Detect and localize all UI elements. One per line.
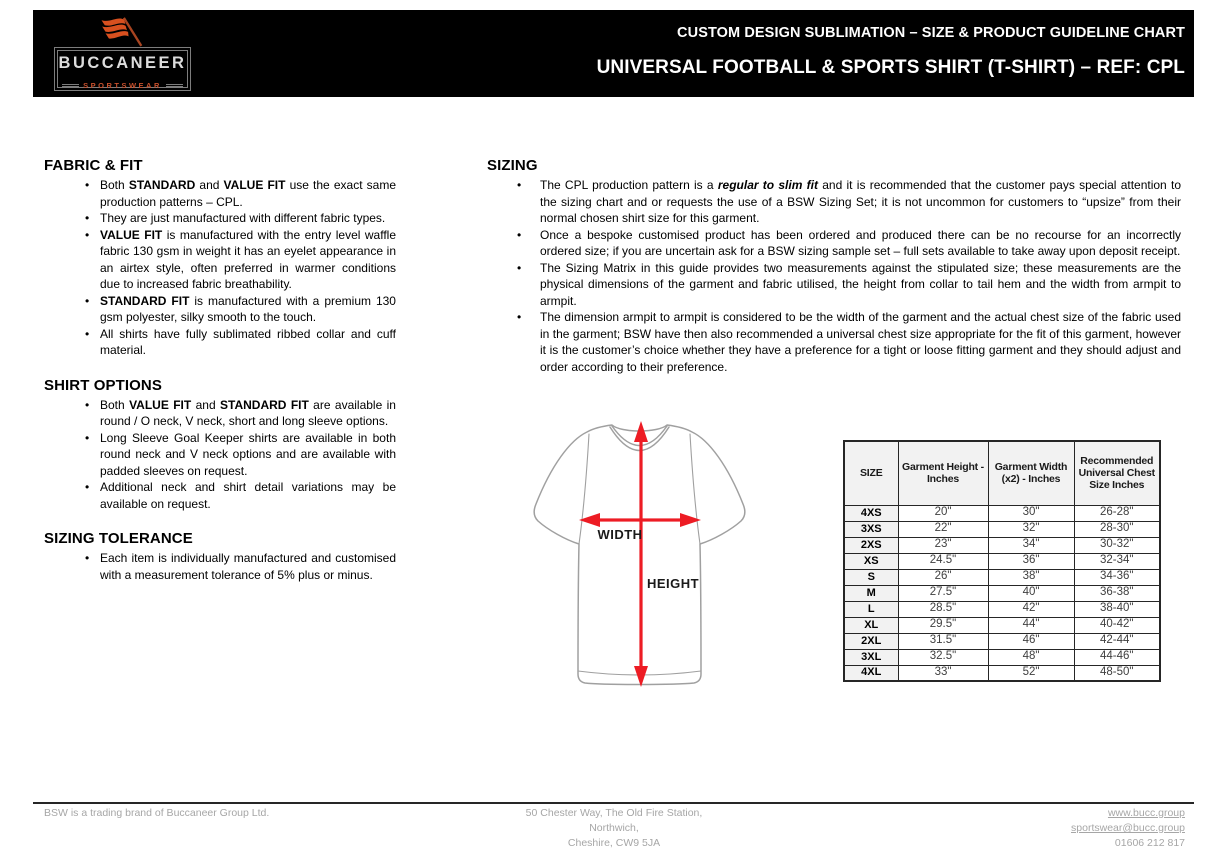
section-heading-sizing: SIZING [487, 157, 538, 174]
bullet-list-sizing-tolerance [44, 550, 396, 583]
size-cell: 3XL [844, 649, 898, 665]
footer-contact [1071, 806, 1185, 851]
header-titles [597, 10, 1185, 97]
value-cell: 48-50" [1074, 665, 1160, 681]
footer-address-line2: Northwich, [589, 822, 639, 834]
value-cell: 24.5" [898, 553, 988, 569]
size-cell: L [844, 601, 898, 617]
size-cell: 4XS [844, 505, 898, 521]
value-cell: 23" [898, 537, 988, 553]
size-cell: XL [844, 617, 898, 633]
bullet-list-sizing [487, 177, 1181, 375]
bullet-item: • VALUE FIT is manufactured with the entry level waffle fabric 130 gsm in weight it has an eyelet appearance in an airtex style, often preferred in warmer conditions due to increased fabric breathability. [44, 227, 396, 293]
height-label: HEIGHT [647, 576, 700, 591]
size-table-row [844, 569, 1160, 585]
value-cell: 30" [988, 505, 1074, 521]
value-cell: 28.5" [898, 601, 988, 617]
bullet-list-fabric-fit [44, 177, 396, 359]
col-header-garment-height: Garment Height - Inches [898, 441, 988, 505]
col-header-chest-size: Recommended Universal Chest Size Inches [1074, 441, 1160, 505]
doc-subtitle: CUSTOM DESIGN SUBLIMATION – SIZE & PRODUCT GUIDELINE CHART [677, 25, 1185, 41]
size-table-row [844, 537, 1160, 553]
size-cell: 2XL [844, 633, 898, 649]
value-cell: 20" [898, 505, 988, 521]
value-cell: 46" [988, 633, 1074, 649]
value-cell: 26" [898, 569, 988, 585]
email-link[interactable]: sportswear@bucc.group [1071, 822, 1185, 834]
section-heading-fabric-fit: FABRIC & FIT [44, 157, 143, 174]
left-column [44, 157, 396, 583]
value-cell: 40-42" [1074, 617, 1160, 633]
doc-title: UNIVERSAL FOOTBALL & SPORTS SHIRT (T-SHIRT) – REF: CPL [596, 57, 1185, 78]
value-cell: 26-28" [1074, 505, 1160, 521]
bullet-item: • Both STANDARD and VALUE FIT use the exact same production patterns – CPL. [44, 177, 396, 210]
size-cell: 3XS [844, 521, 898, 537]
logo-rule-left [62, 84, 79, 87]
logo-brand-text: BUCCANEER [58, 54, 187, 72]
footer-address-line1: 50 Chester Way, The Old Fire Station, [525, 807, 703, 819]
logo-subtitle [62, 81, 183, 90]
value-cell: 28-30" [1074, 521, 1160, 537]
size-chart-table [843, 440, 1161, 682]
value-cell: 34-36" [1074, 569, 1160, 585]
bullet-item: • Both VALUE FIT and STANDARD FIT are available in round / O neck, V neck, short and long sleeve options. [44, 397, 396, 430]
size-cell: S [844, 569, 898, 585]
value-cell: 38-40" [1074, 601, 1160, 617]
value-cell: 38" [988, 569, 1074, 585]
size-table-row [844, 521, 1160, 537]
value-cell: 36-38" [1074, 585, 1160, 601]
logo-rule-right [166, 84, 183, 87]
size-table-row [844, 585, 1160, 601]
footer-address-line3: Cheshire, CW9 5JA [567, 837, 661, 849]
value-cell: 42" [988, 601, 1074, 617]
bullet-item: • The dimension armpit to armpit is considered to be the width of the garment and the actual chest size of the fabric used in the garment; BSW have then also recommended a universal chest size appropriate for the fit of this garment, however it is the customer’s choice whether they have a preference for a tight or loose fitting garment and they should adjust and order according to their preference. [487, 309, 1181, 375]
value-cell: 52" [988, 665, 1074, 681]
value-cell: 22" [898, 521, 988, 537]
size-table-row [844, 633, 1160, 649]
value-cell: 32.5" [898, 649, 988, 665]
section-heading-shirt-options: SHIRT OPTIONS [44, 376, 162, 394]
size-table-header-row [844, 441, 1160, 505]
value-cell: 36" [988, 553, 1074, 569]
section-shirt-options [44, 377, 396, 513]
bullet-item: • The Sizing Matrix in this guide provides two measurements against the stipulated size; these measurements are the physical dimensions of the garment and fabric utilised, the height from collar to tail hem and the width from armpit to armpit. [487, 260, 1181, 310]
value-cell: 32-34" [1074, 553, 1160, 569]
size-cell: 4XL [844, 665, 898, 681]
value-cell: 40" [988, 585, 1074, 601]
bullet-item: • Once a bespoke customised product has been ordered and produced there can be no recourse for an incorrectly ordered size; if you are uncertain ask for a BSW sizing sample set – full sets available to take away upon deposit receipt. [487, 227, 1181, 260]
value-cell: 27.5" [898, 585, 988, 601]
size-table-row [844, 617, 1160, 633]
size-cell: XS [844, 553, 898, 569]
buccaneer-logo [54, 10, 234, 97]
value-cell: 29.5" [898, 617, 988, 633]
size-table-row [844, 665, 1160, 681]
section-sizing-tolerance [44, 530, 396, 583]
bullet-item: • Additional neck and shirt detail variations may be available on request. [44, 479, 396, 512]
footer-address [414, 806, 814, 851]
website-link[interactable]: www.bucc.group [1107, 807, 1185, 819]
bullet-item: • STANDARD FIT is manufactured with a premium 130 gsm polyester, silky smooth to the touch. [44, 293, 396, 326]
col-header-garment-width: Garment Width (x2) - Inches [988, 441, 1074, 505]
value-cell: 32" [988, 521, 1074, 537]
footer-divider [33, 802, 1194, 804]
size-cell: 2XS [844, 537, 898, 553]
bullet-item: • They are just manufactured with different fabric types. [44, 210, 396, 227]
value-cell: 31.5" [898, 633, 988, 649]
flag-icon [97, 15, 155, 51]
size-table-row [844, 505, 1160, 521]
section-fabric-fit [44, 157, 396, 359]
bullet-item: • Each item is individually manufactured and customised with a measurement tolerance of 5% plus or minus. [44, 550, 396, 583]
right-column [487, 157, 1181, 375]
value-cell: 44-46" [1074, 649, 1160, 665]
value-cell: 33" [898, 665, 988, 681]
section-heading-sizing-tolerance: SIZING TOLERANCE [44, 530, 193, 547]
size-table-row [844, 601, 1160, 617]
bullet-item: • The CPL production pattern is a regular to slim fit and it is recommended that the customer pays special attention to the sizing chart and or requests the use of a BSW Sizing Set; it is not uncommon for customers to “upsize” from their normal chosen shirt size for this garment. [487, 177, 1181, 227]
phone-number: 01606 212 817 [1114, 837, 1185, 849]
header-bar [33, 10, 1194, 97]
logo-subtitle-text: SPORTSWEAR [83, 81, 162, 90]
col-header-size: SIZE [844, 441, 898, 505]
value-cell: 42-44" [1074, 633, 1160, 649]
size-cell: M [844, 585, 898, 601]
size-table-row [844, 649, 1160, 665]
size-table-row [844, 553, 1160, 569]
value-cell: 30-32" [1074, 537, 1160, 553]
value-cell: 34" [988, 537, 1074, 553]
bullet-list-shirt-options [44, 397, 396, 513]
bullet-item: • All shirts have fully sublimated ribbed collar and cuff material. [44, 326, 396, 359]
value-cell: 48" [988, 649, 1074, 665]
bullet-item: • Long Sleeve Goal Keeper shirts are available in both round neck and V neck options and are available with padded sleeves on request. [44, 430, 396, 480]
section-sizing [487, 157, 1181, 375]
tshirt-measurement-diagram [508, 408, 808, 708]
footer-trading-note: BSW is a trading brand of Buccaneer Group Ltd. [44, 807, 270, 819]
value-cell: 44" [988, 617, 1074, 633]
width-label: WIDTH [597, 527, 643, 542]
